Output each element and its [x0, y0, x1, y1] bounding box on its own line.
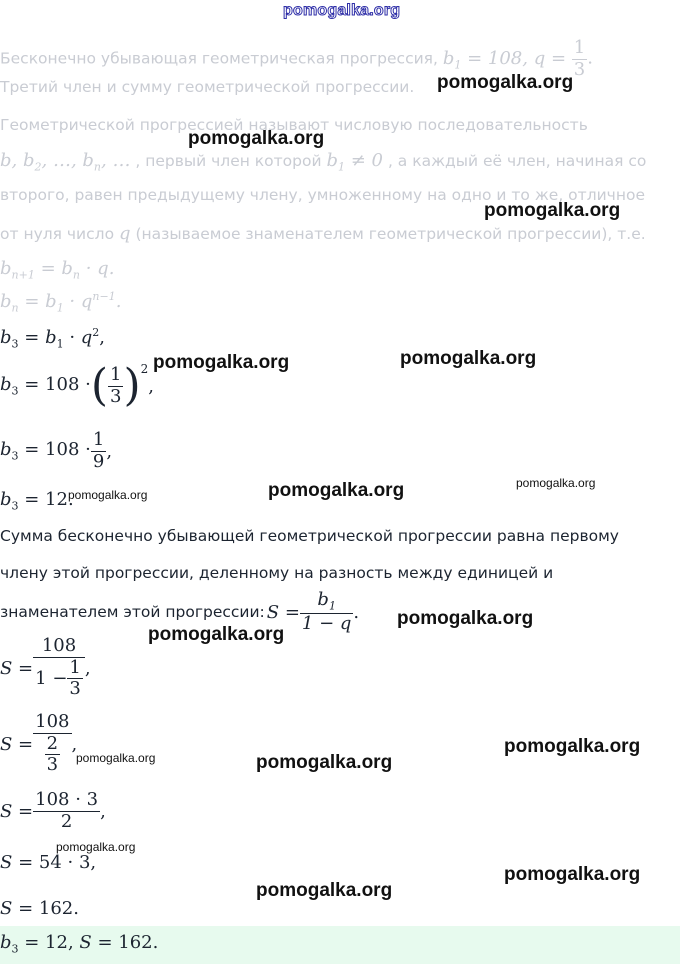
watermark: pomogalka.org: [268, 480, 405, 501]
s-step4: S = 54 · 3,: [0, 852, 97, 873]
problem-statement: Бесконечно убывающая геометрическая прогрессия, $b_1 = 108$, q = $\frac{1}{3}$ .: [0, 37, 593, 80]
watermark: pomogalka.org: [437, 72, 574, 93]
watermark-top: pomogalka.org: [283, 2, 401, 19]
punctuation: ,: [84, 657, 91, 679]
fraction-numerator: 108: [35, 711, 70, 732]
fraction-numerator: 1: [92, 429, 105, 450]
b3-step1: $b_3 = b_1 \cdot q^2$,: [0, 326, 106, 351]
formula-general-term: $b_n = b_1 \cdot q^{n-1}$.: [0, 290, 122, 315]
fraction-denominator: 2: [60, 810, 73, 832]
watermark: pomogalka.org: [256, 752, 393, 773]
punctuation: .: [353, 601, 360, 623]
statement-b1: $b_1 = 108$, q =: [442, 47, 572, 72]
punctuation: ,: [106, 440, 113, 462]
s-step3: [0, 790, 106, 832]
definition-line3: второго, равен предыдущему члену, умноженному на одно и то же, отличное: [0, 186, 645, 204]
definition-line2: [0, 150, 646, 174]
sum-def-line3-text: знаменателем этой прогрессии:: [0, 603, 265, 622]
fraction-numerator: 1: [573, 37, 586, 58]
fraction-numerator: 108: [41, 635, 77, 656]
definition-line2-text: , первый член которой: [135, 152, 327, 170]
punctuation: ,: [100, 800, 106, 822]
watermark-small: pomogalka.org: [68, 488, 148, 502]
s-step1: [0, 636, 91, 700]
sum-def-line1: Сумма бесконечно убывающей геометрической прогрессии равна первому: [0, 527, 619, 545]
sum-def-line2: члену этой прогрессии, деленному на разность между единицей и: [0, 564, 554, 582]
answer-box: [0, 926, 680, 964]
problem-question: Третий член и сумму геометрической прогрессии.: [0, 78, 415, 96]
s-step2-fraction: [33, 712, 71, 776]
definition-line2-rest: , а каждый её член, начиная со: [387, 152, 647, 170]
s-label: S =: [0, 657, 34, 679]
watermark: pomogalka.org: [188, 128, 325, 149]
sequence-math: b, $b_2$, …, $b_n$, …: [0, 150, 131, 174]
s-result: S = 162.: [0, 898, 79, 919]
watermark: pomogalka.org: [504, 864, 641, 885]
watermark: pomogalka.org: [400, 348, 537, 369]
fraction-numerator: $b_1$: [317, 589, 336, 613]
statement-text: Бесконечно убывающая геометрическая прогрессия,: [0, 49, 443, 68]
watermark: pomogalka.org: [256, 880, 393, 901]
b3-step2: $b_3 = 108$ · ( $\frac{1}{3}$ ) 2 ,: [0, 360, 155, 411]
s-label: S =: [0, 800, 34, 822]
b3-result: $b_3 = 12$.: [0, 489, 74, 513]
fraction-denominator: 3: [110, 385, 122, 407]
watermark-small: pomogalka.org: [516, 476, 596, 490]
b3-step3-fraction: [91, 430, 106, 472]
statement-q-fraction: [572, 38, 587, 80]
fraction-denominator: 1 − q: [301, 613, 352, 635]
sum-formula-fraction: [300, 590, 354, 635]
s-step3-fraction: [33, 790, 100, 832]
punctuation: ,: [148, 375, 155, 397]
answer-text: $b_3 = 12$, S = 162.: [0, 932, 159, 956]
fraction-numerator: 1: [110, 363, 122, 385]
watermark: pomogalka.org: [397, 608, 534, 629]
punctuation: ,: [71, 733, 78, 755]
fraction-numerator: 108 · 3: [35, 789, 99, 810]
watermark-small: pomogalka.org: [56, 840, 136, 854]
definition-line4: [0, 223, 646, 244]
s-label: S =: [0, 733, 34, 755]
definition-q: q: [118, 223, 131, 244]
s-step1-fraction: [33, 636, 85, 700]
definition-line1: Геометрической прогрессией называют числовую последовательность: [0, 116, 588, 134]
sum-def-line3: знаменателем этой прогрессии: S = $\frac{b_1}{1 - q}$ .: [0, 589, 360, 635]
formula-recurrence: $b_{n+1} = b_n \cdot q$.: [0, 258, 115, 282]
b3-step2-fraction: [108, 365, 123, 407]
fraction-denominator: 3: [573, 58, 586, 80]
definition-line4-b: (называемое знаменателем геометрической прогрессии), т.е.: [135, 225, 646, 243]
s-step2: [0, 712, 77, 776]
fraction-denominator: 1 − $\frac{1}{3}$: [35, 656, 81, 700]
watermark: pomogalka.org: [484, 200, 621, 221]
watermark-small: pomogalka.org: [76, 751, 156, 765]
definition-line4-a: от нуля число: [0, 225, 119, 243]
exponent: 2: [140, 362, 149, 376]
fraction-denominator: 9: [92, 450, 105, 472]
watermark: pomogalka.org: [148, 624, 285, 645]
b3-step3: $b_3 = 108$ · $\frac{1}{9}$ ,: [0, 429, 113, 472]
fraction-denominator: $\frac{2}{3}$: [46, 732, 59, 776]
watermark: pomogalka.org: [504, 736, 641, 757]
first-term-condition: $b_1 \ne 0$: [326, 150, 384, 174]
watermark: pomogalka.org: [153, 352, 290, 373]
